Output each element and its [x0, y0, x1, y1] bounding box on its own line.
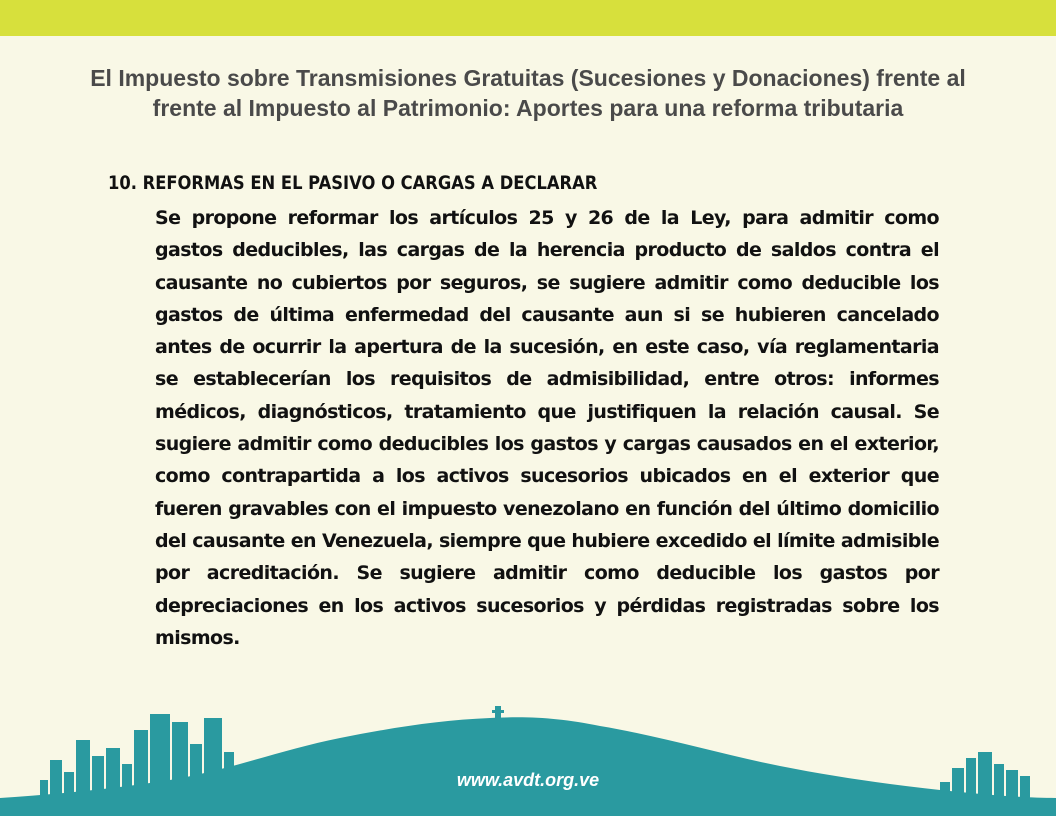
- top-accent-bar: [0, 0, 1056, 36]
- footer-website-url: www.avdt.org.ve: [456, 770, 600, 790]
- slide-title: El Impuesto sobre Transmisiones Gratuitas (Sucesiones y Donaciones) frente al frente al Impuesto al Patrimonio: Aportes para una reforma tributaria: [90, 65, 966, 121]
- section-heading: 10. REFORMAS EN EL PASIVO O CARGAS A DECLARAR: [108, 172, 598, 194]
- city-skyline-graphic: [0, 700, 1056, 816]
- section-body: Se propone reformar los artículos 25 y 26 de la Ley, para admitir como gastos deducibles, las cargas de la herencia producto de saldos contra el causante no cubiertos por seguros, se sugiere admitir como deducible los gastos de última enfermedad del causante aun si se hubieren cancelado antes de ocurrir la apertura de la sucesión, en este caso, vía reglamentaria se establecerían los requisitos de admisibilidad, entre otros: informes médicos, diagnósticos, tratamiento que justifiquen la relación causal. Se sugiere admitir como deducibles los gastos y cargas causados en el exterior, como contrapartida a los activos sucesorios ubicados en el exterior que fueren gravables con el impuesto venezolano en función del último domicilio del causante en Venezuela, siempre que hubiere excedido el límite admisible por acreditación. Se sugiere admitir como deducible los gastos por depreciaciones en los activos sucesorios y pérdidas registradas sobre los mismos.: [155, 207, 939, 649]
